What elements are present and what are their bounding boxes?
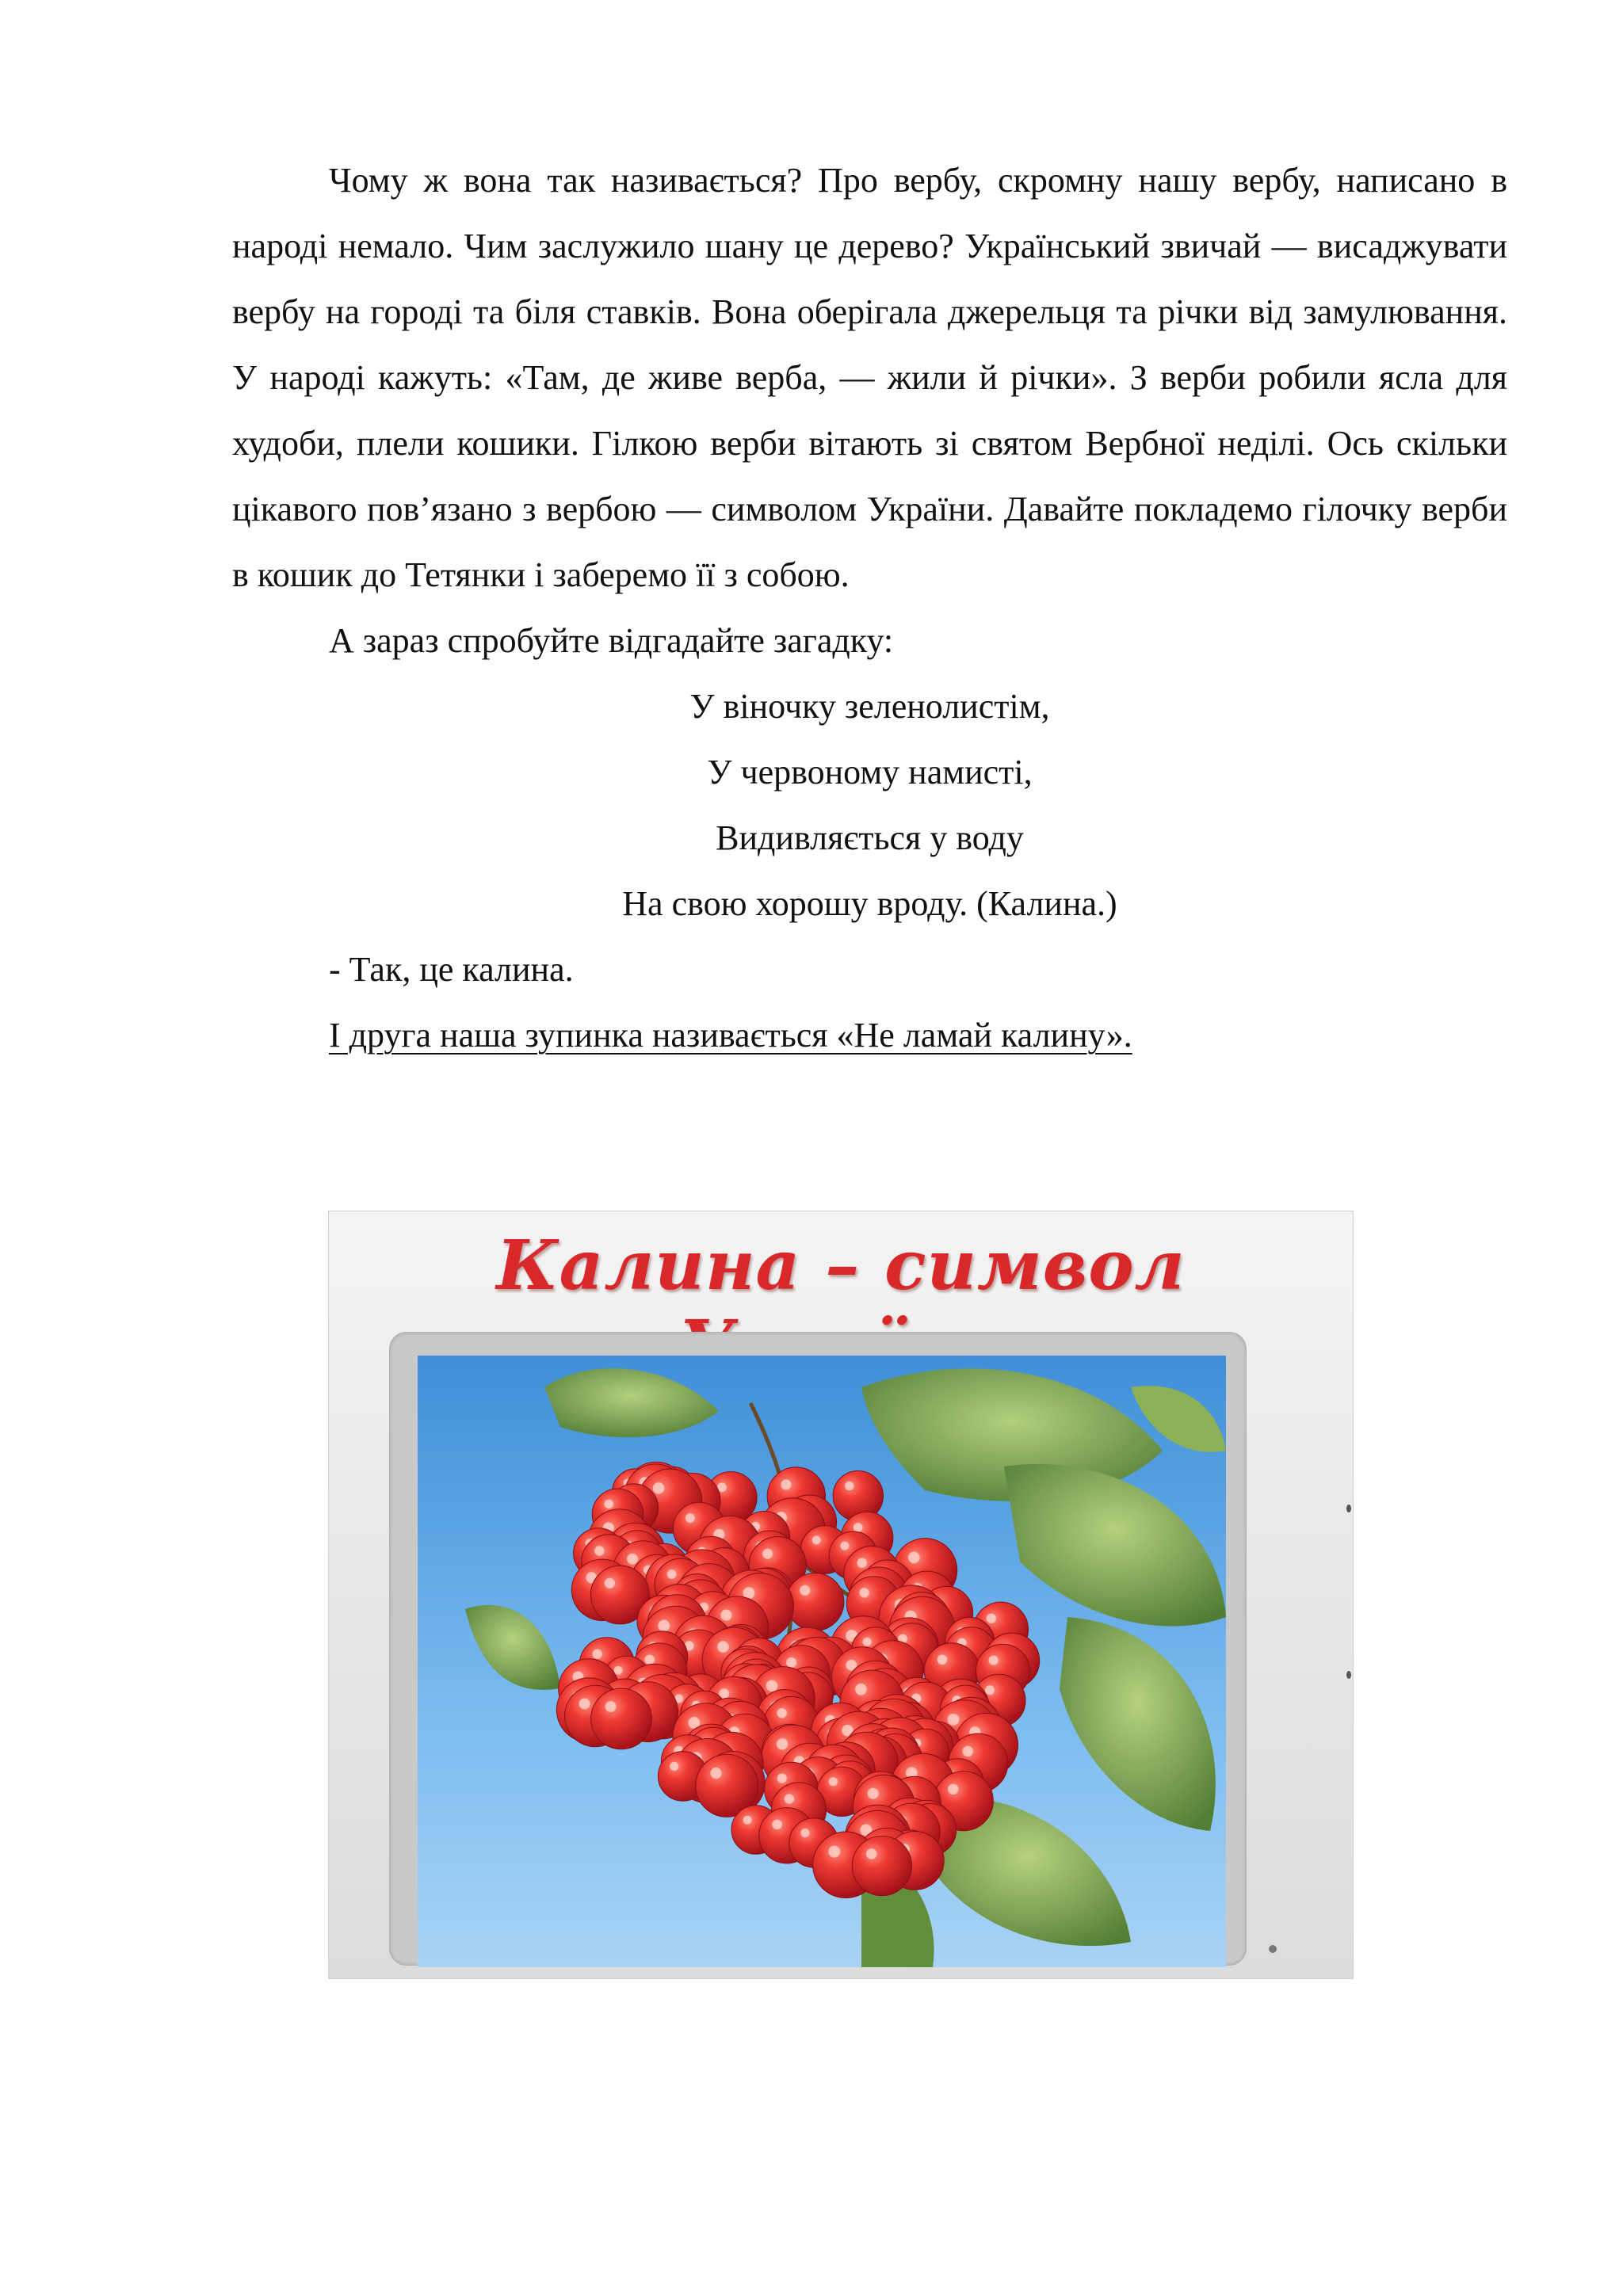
berry-highlight (670, 1762, 678, 1771)
berry-highlight (777, 1708, 787, 1718)
berry-highlight (777, 1738, 788, 1749)
poem-line: У віночку зеленолистім, (689, 687, 1050, 726)
poem-line: У червоному намисті, (707, 753, 1033, 791)
kalyna-slide-image (328, 1211, 1354, 1979)
berry-highlight (710, 1768, 721, 1779)
berry-highlight (800, 1829, 809, 1837)
berry-highlight (762, 1549, 773, 1559)
berry-highlight (685, 1513, 695, 1523)
berry-highlight (604, 1500, 613, 1509)
berry-highlight (812, 1535, 821, 1544)
berry-highlight (845, 1482, 854, 1490)
berry-highlight (800, 1585, 810, 1596)
berry-highlight (948, 1784, 958, 1794)
berry-highlight (781, 1479, 791, 1489)
berry-highlight (987, 1614, 996, 1623)
slide-edge-mark (1346, 1671, 1351, 1679)
poem-line: На свою хорошу вроду. (Калина.) (622, 884, 1117, 923)
berry-highlight (627, 1554, 638, 1565)
berry-highlight (743, 1816, 752, 1825)
berry-highlight (863, 1638, 872, 1646)
berry-highlight (963, 1746, 973, 1756)
berry-highlight (653, 1482, 665, 1494)
berry-highlight (579, 1699, 590, 1710)
berry (591, 1688, 652, 1749)
berry-highlight (605, 1578, 615, 1589)
berry-highlight (854, 1523, 863, 1532)
berries-illustration (418, 1356, 1226, 1967)
slide-dot (1269, 1945, 1277, 1953)
berry-highlight (614, 1666, 623, 1675)
berry-highlight (828, 1846, 840, 1858)
berry-highlight (605, 1701, 617, 1712)
berry-highlight (644, 1655, 655, 1665)
kalyna-berries-photo (418, 1356, 1226, 1967)
berry-highlight (868, 1788, 879, 1799)
berry (852, 1836, 911, 1895)
berry-highlight (840, 1542, 849, 1550)
riddle-poem (232, 673, 1507, 936)
berry-highlight (777, 1774, 787, 1783)
berry-highlight (720, 1610, 731, 1621)
berry-highlight (594, 1546, 604, 1555)
berry-highlight (989, 1656, 999, 1665)
berry-highlight (786, 1657, 796, 1668)
berry-highlight (772, 1820, 782, 1830)
berry-highlight (859, 1588, 869, 1597)
berry-highlight (785, 1794, 794, 1803)
berry-highlight (938, 1655, 948, 1665)
berry-highlight (658, 1620, 670, 1632)
berry-highlight (593, 1649, 602, 1658)
slide-title: Калина – символ (496, 1226, 1186, 1306)
berry-highlight (829, 1777, 838, 1786)
berry-highlight (766, 1680, 778, 1692)
berry (786, 1573, 844, 1631)
slide-edge-mark (1346, 1505, 1351, 1512)
stop-heading: І друга наша зупинка називається «Не ламай калину». (329, 1016, 1132, 1055)
riddle-intro: А зараз спробуйте відгадайте загадку: (329, 621, 894, 660)
berry-highlight (857, 1558, 867, 1568)
berry-highlight (908, 1552, 920, 1564)
berry-highlight (866, 1848, 877, 1859)
berry-highlight (855, 1684, 867, 1695)
berry-highlight (948, 1714, 960, 1726)
riddle-answer: - Так, це калина. (329, 950, 574, 989)
berry-highlight (667, 1569, 677, 1579)
berry-highlight (717, 1641, 729, 1653)
paragraph-willow: Чому ж вона так називається? Про вербу, скромну нашу вербу, написано в народі немало. Чим заслужило шану це дерево? Український звичай — висаджувати вербу на городі та біля ставків. Вона оберігала джерельця та річки від замулювання. У народі кажуть: «Там, де живе верба, — жили й річки». З верби робили ясла для худоби, плели кошики. Гілкою верби вітають зі святом Вербної неділі. Ось скільки цікавого пов’язано з вербою — символом України. Давайте покладемо гілочку верби в кошик до Тетянки і заберемо її з собою. (232, 161, 1507, 594)
document-text (232, 147, 1507, 1068)
berry-highlight (985, 1685, 995, 1695)
poem-line: Видивляється у воду (716, 818, 1024, 857)
